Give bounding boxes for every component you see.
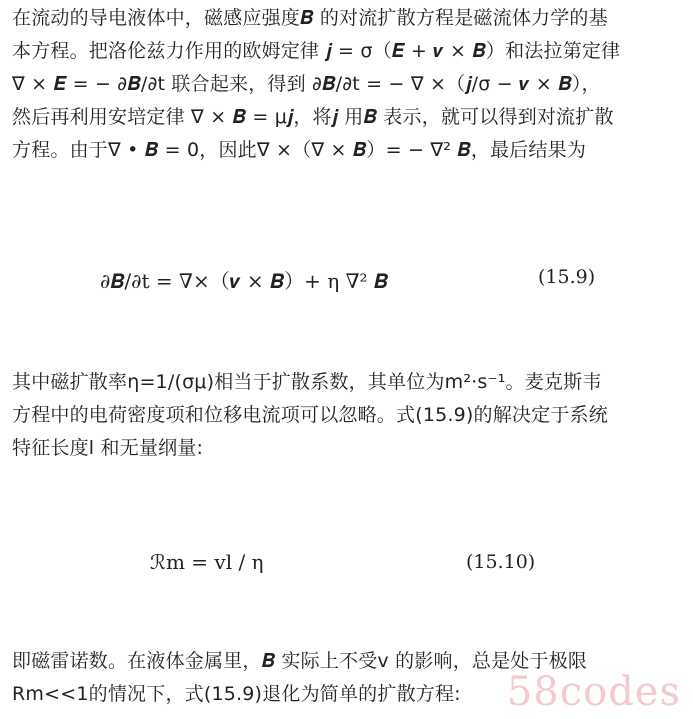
equation-number-15-9: (15.9): [538, 266, 596, 288]
text-line: Rm<<1的情况下，式(15.9)退化为简单的扩散方程:: [12, 683, 461, 705]
text-line: 即磁雷诺数。在液体金属里，𝑩 实际上不受v 的影响，总是处于极限: [12, 650, 588, 672]
paragraph-convection-diffusion-intro: [12, 2, 684, 167]
text-line: 方程中的电荷密度项和位移电流项可以忽略。式(15.9)的解决定于系统: [12, 404, 608, 426]
equation-15-10: ℛm = vl / η: [150, 550, 264, 574]
equation-number-15-10: (15.10): [466, 551, 536, 573]
text-line: 其中磁扩散率η=1/(σμ)相当于扩散系数，其单位为m²·s⁻¹。麦克斯韦: [12, 371, 602, 393]
text-line: 特征长度l 和无量纲量:: [12, 437, 204, 459]
text-line: 方程。由于∇ • 𝑩 = 0，因此∇ ×（∇ × 𝑩）= − ∇² 𝑩，最后结果为: [12, 139, 587, 161]
equation-15-9: ∂𝑩/∂t = ∇×（𝒗 × 𝑩）+ η ∇² 𝑩: [100, 269, 389, 293]
text-line: 然后再利用安培定律 ∇ × 𝑩 = μ𝒋，将𝒋 用𝑩 表示，就可以得到对流扩散: [12, 106, 614, 128]
paragraph-magnetic-diffusivity: [12, 366, 684, 465]
text-line: 本方程。把洛伦兹力作用的欧姆定律 𝒋 = σ（𝑬 + 𝒗 × 𝑩）和法拉第定律: [12, 40, 621, 62]
text-line: ∇ × 𝑬 = − ∂𝑩/∂t 联合起来，得到 ∂𝑩/∂t = − ∇ ×（𝒋/σ − 𝒗 × 𝑩），: [12, 73, 601, 95]
text-line: 在流动的导电液体中，磁感应强度𝑩 的对流扩散方程是磁流体力学的基: [12, 7, 608, 29]
watermark-logo: 58codes: [506, 669, 681, 715]
